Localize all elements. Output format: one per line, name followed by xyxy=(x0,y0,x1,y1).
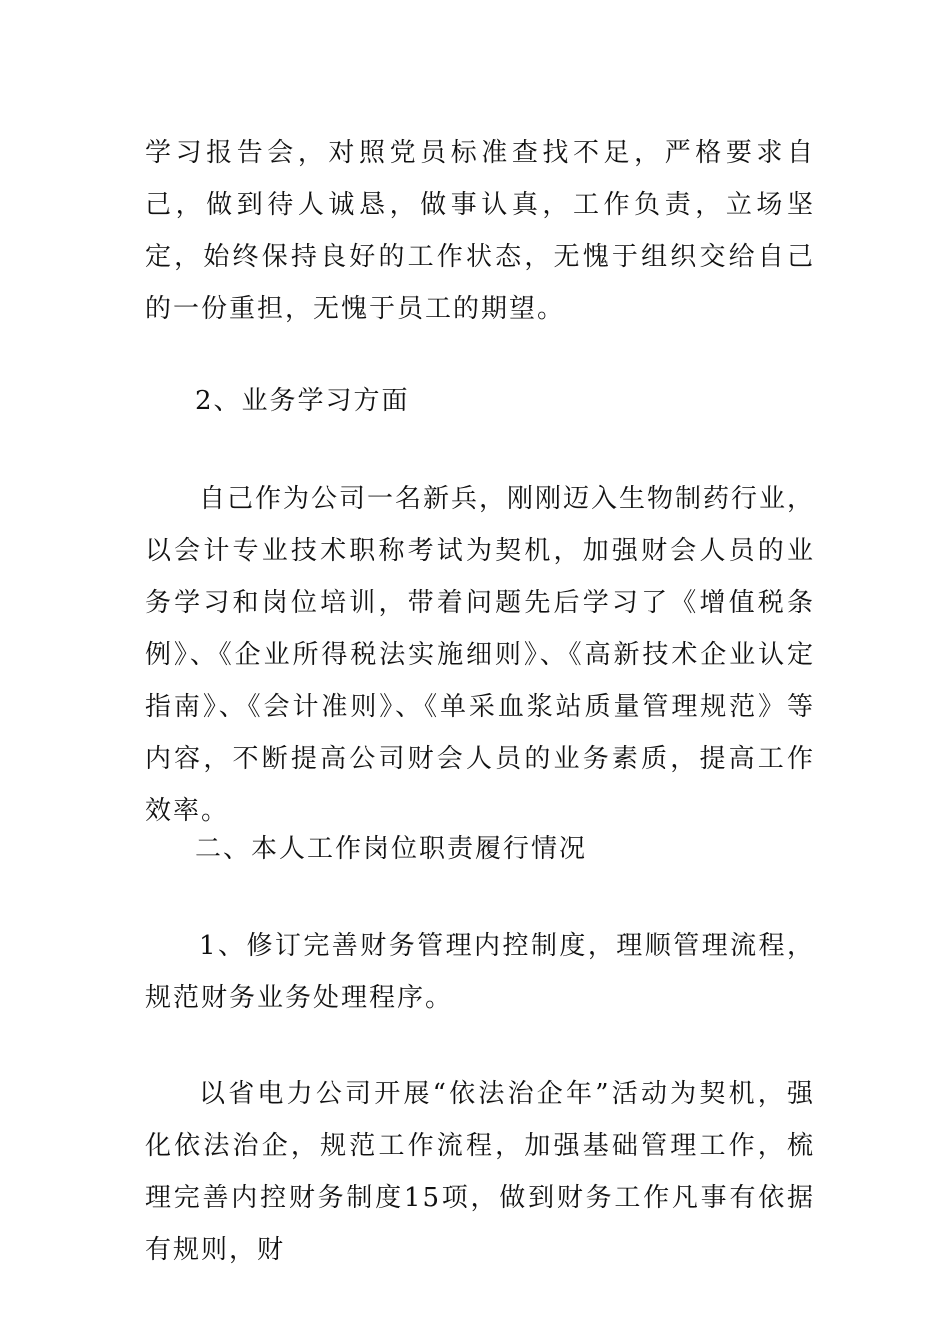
paragraph-rule-of-law: 以省电力公司开展“依法治企年”活动为契机，强化依法治企，规范工作流程，加强基础管理工作，梳理完善内控财务制度15项，做到财务工作凡事有依据有规则，财 xyxy=(145,1079,815,1265)
section-heading-business-study: 2、业务学习方面 xyxy=(195,386,410,416)
paragraph-continuation: 学习报告会，对照党员标准查找不足，严格要求自己，做到待人诚恳，做事认真，工作负责，立场坚定，始终保持良好的工作状态，无愧于组织交给自己的一份重担，无愧于员工的期望。 xyxy=(145,138,815,324)
paragraph-item-1: 1、修订完善财务管理内控制度，理顺管理流程，规范财务业务处理程序。 xyxy=(145,931,815,1013)
section-heading-duties: 二、本人工作岗位职责履行情况 xyxy=(195,834,588,864)
paragraph-business-study: 自己作为公司一名新兵，刚刚迈入生物制药行业，以会计专业技术职称考试为契机，加强财会人员的业务学习和岗位培训，带着问题先后学习了《增值税条例》、《企业所得税法实施细则》、《高新技术企业认定指南》、《会计准则》、《单采血浆站质量管理规范》等内容，不断提高公司财会人员的业务素质，提高工作效率。 xyxy=(145,484,816,826)
